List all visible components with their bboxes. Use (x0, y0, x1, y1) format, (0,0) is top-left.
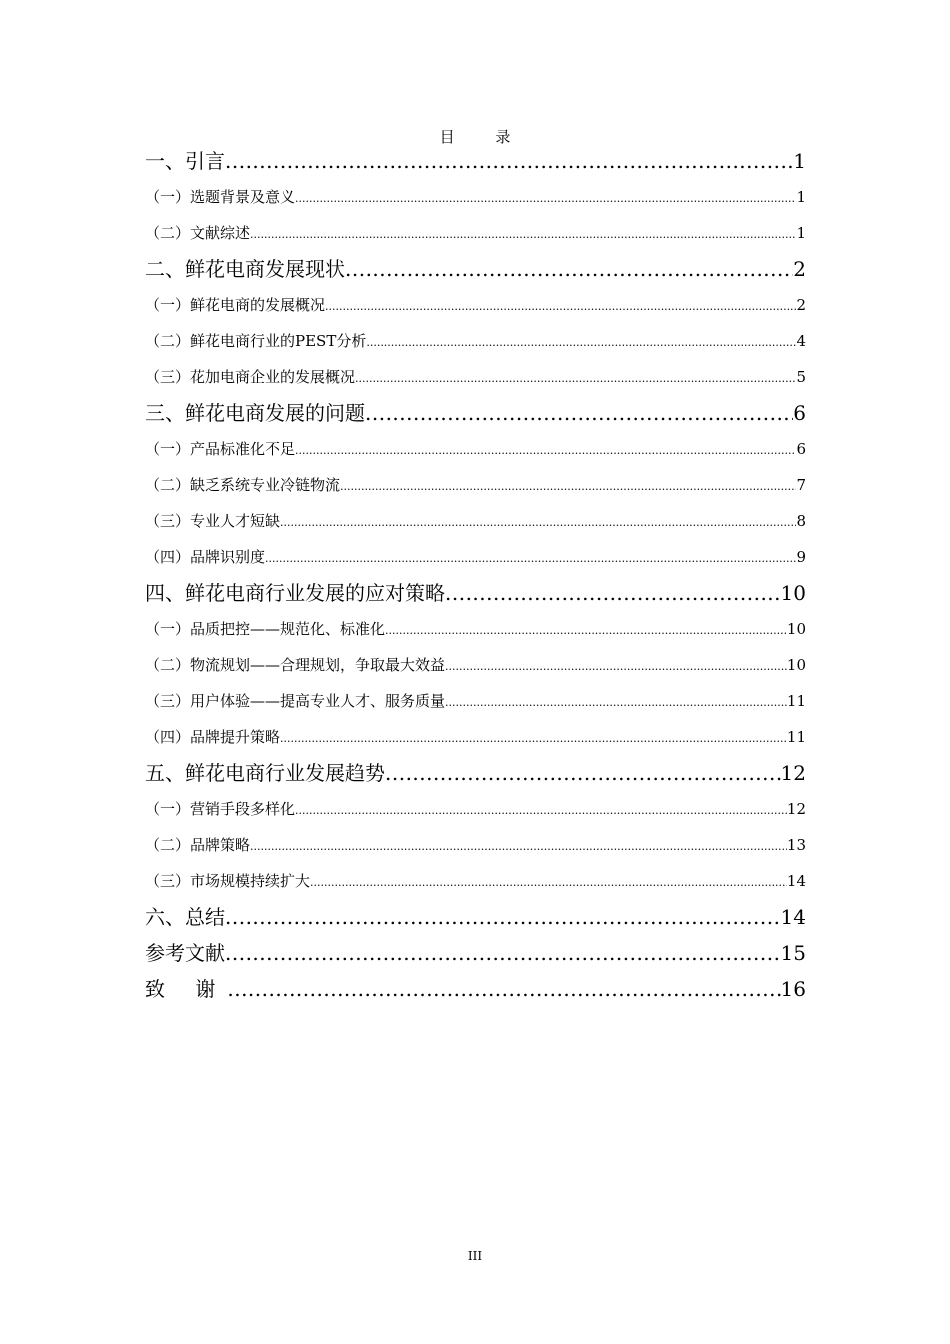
toc-entry[interactable] (145, 251, 806, 287)
toc-entry-page: 4 (796, 332, 806, 350)
toc-entry-label: （二）品牌策略 (145, 836, 251, 854)
toc-entry[interactable] (145, 899, 806, 935)
leader-dots (365, 395, 793, 431)
toc-entry[interactable] (145, 215, 806, 251)
leader-dots (385, 613, 787, 647)
toc-entry[interactable] (145, 143, 806, 179)
toc-entry-label: （一）鲜花电商的发展概况 (145, 296, 326, 314)
toc-entry-page: 9 (796, 548, 806, 566)
toc-entry[interactable] (145, 395, 806, 431)
toc-entry-label: （三）专业人才短缺 (145, 512, 281, 530)
toc-entry-page: 2 (793, 257, 806, 281)
toc-entry-label: （二）文献综述 (145, 224, 251, 242)
toc-entry-page: 6 (793, 401, 806, 425)
toc-entry[interactable] (145, 719, 806, 755)
toc-entry-label: （三）花加电商企业的发展概况 (145, 368, 356, 386)
toc-entry-label: （一）选题背景及意义 (145, 188, 296, 206)
toc-entry-page: 15 (780, 941, 806, 965)
leader-dots (385, 755, 781, 791)
leader-dots (280, 505, 796, 539)
toc-entry[interactable] (145, 287, 806, 323)
toc-entry-label: 参考文献 (145, 941, 225, 965)
toc-entry[interactable] (145, 539, 806, 575)
leader-dots (445, 685, 787, 719)
leader-dots (445, 575, 781, 611)
toc-entry[interactable] (145, 935, 806, 971)
toc-entry-label: 二、鲜花电商发展现状 (145, 257, 345, 281)
toc-entry[interactable] (145, 611, 806, 647)
toc-entry-label: 五、鲜花电商行业发展趋势 (145, 761, 385, 785)
toc-entry-page: 6 (796, 440, 806, 458)
toc-entry-page: 1 (796, 188, 806, 206)
toc-entry-label: 致 谢 (145, 977, 228, 1001)
toc-entry-label: 三、鲜花电商发展的问题 (145, 401, 365, 425)
leader-dots (340, 469, 796, 503)
toc-entry-page: 2 (796, 296, 806, 314)
toc-entry-page: 1 (796, 224, 806, 242)
toc-entry[interactable] (145, 575, 806, 611)
toc-entry-label: 六、总结 (145, 905, 225, 929)
leader-dots (250, 829, 787, 863)
toc-entry-page: 7 (796, 476, 806, 494)
toc-entry[interactable] (145, 503, 806, 539)
toc-entry[interactable] (145, 791, 806, 827)
leader-dots (227, 971, 780, 1007)
toc-entry[interactable] (145, 359, 806, 395)
toc-entry-page: 14 (780, 905, 806, 929)
toc-entry-page: 5 (796, 368, 806, 386)
toc-entry[interactable] (145, 755, 806, 791)
leader-dots (265, 541, 796, 575)
toc-entry-label: （四）品牌提升策略 (145, 728, 281, 746)
toc-entry-page: 13 (786, 836, 806, 854)
toc-entry-page: 12 (780, 761, 806, 785)
toc-entry-label: （四）品牌识别度 (145, 548, 266, 566)
leader-dots (325, 289, 796, 323)
toc-entry-label: （二）缺乏系统专业冷链物流 (145, 476, 341, 494)
toc-entry[interactable] (145, 431, 806, 467)
toc-entry-page: 10 (786, 656, 806, 674)
leader-dots (225, 935, 781, 971)
leader-dots (366, 325, 796, 359)
toc-entry-label: （二）鲜花电商行业的PEST分析 (145, 332, 367, 350)
toc-entry-page: 10 (780, 581, 806, 605)
leader-dots (280, 721, 787, 755)
toc-entry-page: 8 (796, 512, 806, 530)
toc-entry[interactable] (145, 827, 806, 863)
leader-dots (295, 793, 787, 827)
toc-entry-page: 1 (793, 149, 806, 173)
leader-dots (225, 143, 793, 179)
leader-dots (295, 433, 796, 467)
toc-entry[interactable] (145, 863, 806, 899)
toc-entry[interactable] (145, 647, 806, 683)
leader-dots (355, 361, 796, 395)
toc-entry-label: （一）营销手段多样化 (145, 800, 296, 818)
leader-dots (310, 865, 787, 899)
leader-dots (445, 649, 787, 683)
toc-entry-page: 16 (780, 977, 806, 1001)
toc-entry-label: 一、引言 (145, 149, 225, 173)
leader-dots (295, 181, 796, 215)
toc-entry[interactable] (145, 971, 806, 1007)
toc-entry-page: 14 (786, 872, 806, 890)
toc-entry-label: 四、鲜花电商行业发展的应对策略 (145, 581, 445, 605)
toc-entry-label: （一）品质把控——规范化、标准化 (145, 620, 386, 638)
toc-entry[interactable] (145, 467, 806, 503)
toc-entry-label: （三）市场规模持续扩大 (145, 872, 311, 890)
toc-entry-page: 11 (786, 692, 806, 710)
toc-entry-label: （三）用户体验——提高专业人才、服务质量 (145, 692, 446, 710)
toc-entry[interactable] (145, 683, 806, 719)
toc-entry-label: （一）产品标准化不足 (145, 440, 296, 458)
toc-entry-page: 11 (786, 728, 806, 746)
page-number: III (467, 1249, 483, 1263)
toc-entry[interactable] (145, 323, 806, 359)
table-of-contents (145, 143, 806, 1007)
toc-entry-label: （二）物流规划——合理规划，争取最大效益 (145, 656, 446, 674)
leader-dots (345, 251, 793, 287)
toc-entry[interactable] (145, 179, 806, 215)
toc-entry-page: 10 (786, 620, 806, 638)
toc-entry-page: 12 (786, 800, 806, 818)
leader-dots (250, 217, 796, 251)
toc-title: 目 录 (439, 128, 529, 146)
leader-dots (225, 899, 781, 935)
